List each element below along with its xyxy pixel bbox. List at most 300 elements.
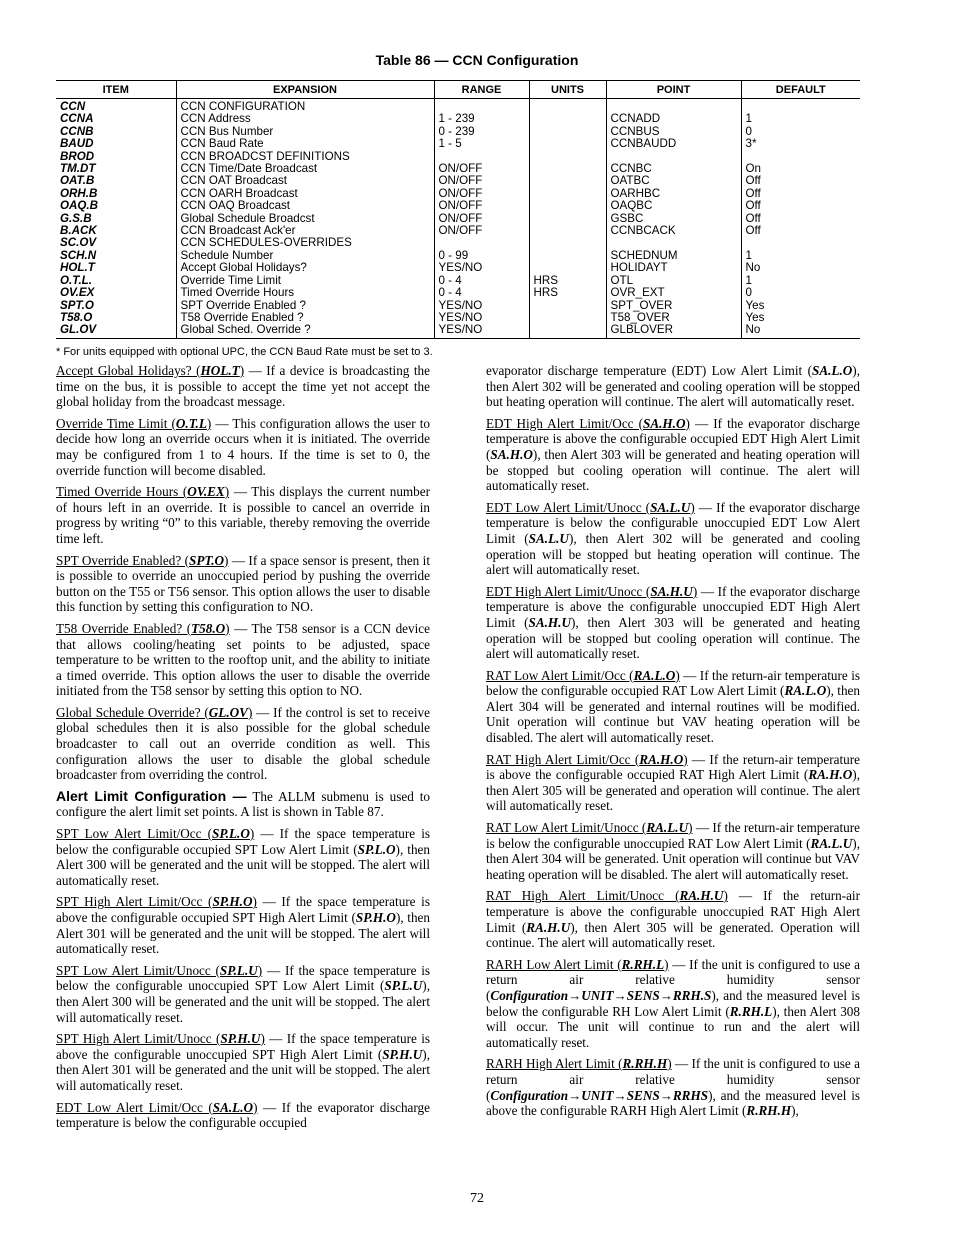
- paragraph-body: — If the return-air temperature is above the configurable occupied RAT High Alert Limit (: [486, 751, 860, 783]
- paragraph: [486, 957, 860, 1051]
- cell-units: HRS: [529, 275, 606, 287]
- cell-default: No: [741, 324, 860, 338]
- cell-default: Off: [741, 175, 860, 187]
- paragraph-lead: [486, 668, 680, 683]
- lead-close: ): [206, 415, 212, 431]
- cell-range: ON/OFF: [434, 200, 529, 212]
- table-title: Table 86 — CCN Configuration: [375, 52, 579, 68]
- paragraph: [486, 500, 860, 578]
- column-header: RANGE: [434, 81, 529, 99]
- paragraph: [56, 416, 430, 478]
- paragraph-body: ), then Alert 303 will be generated and heating operation will be stopped but cooling operation will continue. The alert will automatically reset.: [486, 446, 860, 494]
- point-code: RA.H.O: [639, 751, 684, 767]
- point-code: SP.H.U: [220, 1031, 261, 1047]
- paragraph: [56, 621, 430, 699]
- paragraph-lead: [56, 826, 254, 841]
- lead-close: ): [690, 499, 695, 515]
- cell-point: OTL: [606, 275, 741, 287]
- paragraph-body: ), then Alert 305 will be generated. Operation will continue. The alert will automatically reset.: [486, 919, 860, 951]
- table-row: [56, 99, 860, 114]
- section-heading: Alert Limit Configuration —: [56, 787, 247, 804]
- cell-point: GLBLOVER: [606, 324, 741, 338]
- table-row: [56, 324, 860, 338]
- column-header: DEFAULT: [741, 81, 860, 99]
- paragraph-lead: [56, 484, 229, 499]
- table-header-row: [56, 81, 860, 99]
- cell-default: No: [741, 262, 860, 274]
- cell-default: Off: [741, 213, 860, 225]
- point-code: GL.OV: [208, 704, 248, 720]
- paragraph-body: ), then Alert 301 will be generated and the unit will be stopped. The alert will automatically reset.: [56, 1046, 430, 1093]
- lead-close: ): [247, 704, 253, 720]
- cell-expansion: CCN OAT Broadcast: [176, 175, 434, 187]
- point-code: SA.H.O: [490, 446, 533, 462]
- ccn-configuration-table: [56, 80, 860, 339]
- cell-expansion: Timed Override Hours: [176, 287, 434, 299]
- lead-text: RAT Low Alert Limit/Unocc (: [486, 820, 647, 836]
- cell-expansion: CCN Bus Number: [176, 126, 434, 138]
- cell-item: B.ACK: [60, 225, 97, 238]
- paragraph-body: ), then Alert 308 will occur. The unit will continue to run and the alert will automatically reset.: [486, 1003, 860, 1050]
- cell-default: 3*: [741, 138, 860, 150]
- column-header: EXPANSION: [176, 81, 434, 99]
- cell-range: ON/OFF: [434, 188, 529, 200]
- cell-expansion: Global Sched. Override ?: [176, 324, 434, 338]
- lead-text: EDT Low Alert Limit/Unocc (: [486, 499, 651, 515]
- lead-close: ): [667, 1056, 672, 1072]
- cell-expansion: CCN Baud Rate: [176, 138, 434, 150]
- table-row: [56, 126, 860, 138]
- table-row: [56, 151, 860, 163]
- cell-range: 0 - 4: [434, 275, 529, 287]
- table-row: [56, 200, 860, 212]
- point-code: SA.H.U: [650, 583, 693, 599]
- cell-expansion: T58 Override Enabled ?: [176, 312, 434, 324]
- table-row: [56, 300, 860, 312]
- cell-range: YES/NO: [434, 262, 529, 274]
- paragraph-body: ), then Alert 304 will be generated. Unit operation will continue but VAV heating operation will be disabled. The alert will automatically reset.: [486, 835, 860, 882]
- table-row: [56, 175, 860, 187]
- cell-range: [434, 99, 529, 114]
- paragraph-lead: [56, 363, 244, 378]
- paragraph-body: evaporator discharge temperature (EDT) Low Alert Limit (: [486, 363, 812, 378]
- paragraph-body: — The T58 sensor is a CCN device that allows cooling/heating set points to be adjusted, space temperature to be written to the rooftop unit, and the ability to initiate a timed override. This option allows the user to disable the override initiated from the T58 sensor by setting this option to NO.: [56, 620, 430, 699]
- paragraph-lead: [486, 500, 695, 515]
- point-code: SPT.O: [188, 552, 225, 568]
- paragraph-lead: [486, 957, 669, 972]
- cell-item: T58.O: [60, 311, 93, 324]
- point-code: SA.H.O: [643, 415, 686, 431]
- paragraph-body: — If the evaporator discharge temperature is below the configurable occupied: [56, 1099, 430, 1131]
- cell-item: TM.DT: [60, 163, 96, 176]
- cell-expansion: Global Schedule Broadcst: [176, 213, 434, 225]
- point-code: SP.H.O: [212, 894, 253, 910]
- cell-point: [606, 151, 741, 163]
- cell-default: [741, 99, 860, 114]
- point-code: Configuration→UNIT→SENS→RRHS: [490, 1087, 709, 1103]
- cell-units: [529, 188, 606, 200]
- paragraph: [486, 888, 860, 950]
- cell-units: HRS: [529, 287, 606, 299]
- cell-default: Off: [741, 225, 860, 237]
- cell-range: 1 - 5: [434, 138, 529, 150]
- point-code: HOL.T: [200, 363, 240, 378]
- cell-point: SCHEDNUM: [606, 250, 741, 262]
- lead-text: Accept Global Holidays? (: [56, 363, 201, 378]
- lead-close: ): [683, 751, 688, 767]
- lead-close: ): [224, 484, 230, 500]
- point-code: SP.H.O: [355, 910, 396, 925]
- paragraph: [486, 1056, 860, 1118]
- cell-default: On: [741, 163, 860, 175]
- column-header: ITEM: [56, 81, 176, 99]
- paragraph-lead: [486, 752, 688, 767]
- lead-close: ): [253, 1099, 258, 1115]
- point-code: RA.H.U: [526, 919, 571, 935]
- cell-point: [606, 237, 741, 249]
- cell-expansion: SPT Override Enabled ?: [176, 300, 434, 312]
- cell-default: Off: [741, 200, 860, 212]
- paragraph-body: — If the evaporator discharge temperature is above the configurable occupied EDT High Alert Limit (: [486, 415, 860, 462]
- paragraph-body: — If a device is broadcasting the time on the bus, it is possible to accept the time yet not accept the global holiday from the broadcast message.: [56, 363, 430, 410]
- point-code: SP.L.O: [357, 841, 396, 857]
- paragraph-body: — If the control is set to receive global schedules then it is also possible for the global schedule broadcaster to call out an override condition as well. This configuration allows the user to disable the global schedule broadcaster from overriding the control.: [56, 704, 431, 783]
- paragraph-body: ),: [791, 1103, 799, 1119]
- table-row: [56, 225, 860, 237]
- point-code: SP.L.U: [384, 978, 423, 994]
- cell-units: [529, 237, 606, 249]
- paragraph-body: ), then Alert 300 will be generated and the unit will be stopped. The alert will automatically reset.: [56, 841, 430, 888]
- paragraph-body: ), then Alert 300 will be generated and the unit will be stopped. The alert will automatically reset.: [56, 978, 430, 1025]
- paragraph: [56, 894, 430, 956]
- lead-close: ): [252, 894, 257, 910]
- lead-text: Timed Override Hours (: [56, 484, 188, 500]
- paragraph: [56, 963, 430, 1025]
- cell-range: ON/OFF: [434, 175, 529, 187]
- cell-default: 0: [741, 287, 860, 299]
- cell-point: [606, 99, 741, 114]
- cell-default: 1: [741, 113, 860, 125]
- point-code: RA.L.U: [810, 835, 853, 851]
- cell-units: [529, 175, 606, 187]
- lead-close: ): [260, 1031, 265, 1047]
- cell-range: YES/NO: [434, 300, 529, 312]
- point-code: RA.L.U: [646, 820, 689, 836]
- lead-text: Global Schedule Override? (: [56, 704, 209, 720]
- cell-item: G.S.B: [60, 212, 92, 225]
- table-row: [56, 113, 860, 125]
- paragraph-body: — If a space sensor is present, then it is possible to override an unoccupied period by pushing the override button on the T55 or T56 sensor. This option allows the user to disable this function by setting this configuration to NO.: [56, 552, 430, 615]
- paragraph-lead: [486, 416, 690, 431]
- cell-range: ON/OFF: [434, 213, 529, 225]
- cell-item: HOL.T: [60, 262, 95, 275]
- paragraph: [56, 1031, 430, 1093]
- cell-point: HOLIDAYT: [606, 262, 741, 274]
- cell-units: [529, 312, 606, 324]
- cell-default: [741, 237, 860, 249]
- lead-close: ): [224, 552, 229, 568]
- paragraph-body: The ALLM submenu is used to configure the alert limit set points. A list is shown in Table 87.: [56, 788, 430, 820]
- cell-point: CCNADD: [606, 113, 741, 125]
- lead-text: Override Time Limit (: [56, 415, 176, 431]
- paragraph-lead: [56, 1031, 265, 1046]
- paragraph-lead: [56, 1100, 257, 1115]
- cell-expansion: CCN Address: [176, 113, 434, 125]
- cell-point: OVR_EXT: [606, 287, 741, 299]
- cell-item: GL.OV: [60, 324, 97, 337]
- cell-default: [741, 151, 860, 163]
- paragraph-body: — If the unit is configured to use a return air relative humidity sensor (: [486, 956, 860, 1003]
- lead-close: ): [225, 620, 230, 636]
- point-code: RA.H.U: [679, 888, 724, 904]
- paragraph: [56, 484, 430, 546]
- lead-close: ): [723, 888, 728, 904]
- lead-text: SPT Low Alert Limit/Unocc (: [56, 962, 220, 978]
- lead-text: RARH Low Alert Limit (: [486, 956, 622, 972]
- lead-close: ): [685, 415, 690, 431]
- lead-text: EDT High Alert Limit/Occ (: [486, 415, 643, 431]
- cell-item: OAT.B: [60, 175, 95, 188]
- cell-point: OARHBC: [606, 188, 741, 200]
- cell-units: [529, 99, 606, 114]
- paragraph-body: ), then Alert 305 will be generated and operation will continue. The alert will automatically reset.: [486, 767, 860, 814]
- table-row: [56, 262, 860, 274]
- paragraph: [486, 820, 860, 882]
- point-code: RA.L.O: [784, 683, 827, 699]
- cell-range: 0 - 99: [434, 250, 529, 262]
- cell-point: CCNBCACK: [606, 225, 741, 237]
- paragraph-body: — If the return-air temperature is below the configurable unoccupied RAT Low Alert Limit (: [486, 820, 860, 851]
- paragraph-lead: [486, 888, 728, 903]
- paragraph: [56, 705, 430, 783]
- lead-text: SPT High Alert Limit/Unocc (: [56, 1031, 221, 1047]
- paragraph-body: ), then Alert 301 will be generated and the unit will be stopped. The alert will automatically reset.: [56, 910, 430, 957]
- column-header: UNITS: [529, 81, 606, 99]
- lead-text: RAT High Alert Limit/Unocc (: [486, 888, 680, 904]
- page-number: 72: [470, 1191, 484, 1206]
- paragraph-lead: [56, 894, 257, 909]
- point-code: SA.L.U: [528, 530, 569, 546]
- cell-expansion: Accept Global Holidays?: [176, 262, 434, 274]
- cell-default: 1: [741, 275, 860, 287]
- cell-range: [434, 237, 529, 249]
- point-code: T58.O: [191, 620, 226, 636]
- paragraph-lead: [56, 963, 262, 978]
- paragraph-lead: [56, 553, 228, 568]
- paragraph: [486, 668, 860, 746]
- paragraph-body: — If the return-air temperature is above the configurable unoccupied RAT High Alert Limit (: [486, 888, 860, 935]
- cell-range: [434, 151, 529, 163]
- paragraph-body: ), and the measured level is below the configurable RH Low Alert Limit (: [486, 987, 860, 1019]
- table-row: [56, 163, 860, 175]
- table-row: [56, 250, 860, 262]
- table-row: [56, 287, 860, 299]
- point-code: R.RH.H: [746, 1103, 792, 1119]
- paragraph-body: ), then Alert 304 will be generated and internal routines will be modified. Unit operation will continue but VAV heating operation will be disabled. The alert will automatically reset.: [486, 683, 860, 746]
- point-code: SP.L.U: [219, 962, 258, 978]
- cell-units: [529, 213, 606, 225]
- paragraph-body: ), then Alert 303 will be generated and heating operation will be stopped but cooling operation will continue. The alert will automatically reset.: [486, 614, 860, 662]
- cell-point: GSBC: [606, 213, 741, 225]
- paragraph-body: — If the evaporator discharge temperature is above the configurable unoccupied EDT High Alert Limit (: [486, 583, 860, 630]
- table-row: [56, 275, 860, 287]
- table-row: [56, 312, 860, 324]
- cell-units: [529, 262, 606, 274]
- cell-expansion: Override Time Limit: [176, 275, 434, 287]
- cell-point: SPT_OVER: [606, 300, 741, 312]
- cell-range: ON/OFF: [434, 163, 529, 175]
- paragraph-body: — If the space temperature is above the configurable occupied SPT High Alert Limit (: [56, 894, 430, 925]
- lead-close: ): [249, 826, 255, 842]
- table-row: [56, 237, 860, 249]
- cell-item: CCNA: [60, 113, 94, 126]
- table-row: [56, 213, 860, 225]
- paragraph: [486, 752, 860, 814]
- lead-text: SPT Override Enabled? (: [56, 552, 189, 568]
- paragraph-lead: [56, 705, 252, 720]
- paragraph: [56, 553, 430, 615]
- point-code: SA.L.U: [650, 499, 691, 515]
- cell-item: OAQ.B: [60, 200, 99, 213]
- cell-default: Off: [741, 188, 860, 200]
- point-code: SP.H.U: [382, 1046, 423, 1062]
- cell-point: CCNBUS: [606, 126, 741, 138]
- table-body: [56, 99, 860, 339]
- cell-units: [529, 151, 606, 163]
- paragraph: [56, 826, 430, 888]
- lead-text: EDT Low Alert Limit/Occ (: [56, 1099, 213, 1115]
- paragraph-body: — If the return-air temperature is below the configurable occupied RAT Low Alert Limit (: [486, 667, 860, 699]
- cell-item: ORH.B: [60, 187, 98, 200]
- lead-text: T58 Override Enabled? (: [56, 620, 192, 636]
- lead-text: SPT Low Alert Limit/Occ (: [56, 826, 212, 842]
- paragraph-body: — This displays the current number of hours left in an override. It is possible to cancel an override in progress by writing “0” to this variable, thereby removing the override time left.: [56, 484, 431, 546]
- lead-close: ): [664, 956, 669, 972]
- point-code: SA.H.U: [528, 614, 572, 630]
- right-text-column: [486, 363, 860, 1125]
- cell-units: [529, 163, 606, 175]
- table-row: [56, 188, 860, 200]
- cell-expansion: Schedule Number: [176, 250, 434, 262]
- paragraph: [56, 789, 430, 820]
- point-code: R.RH.L: [621, 956, 665, 972]
- cell-units: [529, 225, 606, 237]
- point-code: O.T.L: [175, 415, 207, 431]
- cell-default: 1: [741, 250, 860, 262]
- cell-item: OV.EX: [60, 287, 95, 300]
- paragraph-lead: [486, 1056, 672, 1071]
- cell-range: YES/NO: [434, 312, 529, 324]
- lead-text: RAT Low Alert Limit/Occ (: [486, 667, 634, 683]
- paragraph-body: — This configuration allows the user to decide how long an override occurs when it is initiated. The override may be configured from 1 to 4 hours. If the time is set to 0, the override function will become disabled.: [56, 415, 430, 478]
- cell-default: 0: [741, 126, 860, 138]
- paragraph: [56, 1100, 430, 1131]
- paragraph-body: — If the space temperature is below the configurable unoccupied SPT Low Alert Limit (: [56, 962, 430, 994]
- cell-units: [529, 250, 606, 262]
- point-code: SA.L.O: [811, 363, 853, 378]
- paragraph-lead: [56, 621, 230, 636]
- cell-units: [529, 324, 606, 338]
- lead-close: ): [692, 583, 698, 599]
- point-code: R.RH.H: [622, 1056, 668, 1072]
- cell-range: 1 - 239: [434, 113, 529, 125]
- cell-default: Yes: [741, 300, 860, 312]
- cell-item: O.T.L.: [60, 274, 92, 287]
- table-row: [56, 138, 860, 150]
- paragraph-body: — If the unit is configured to use a return air relative humidity sensor (: [486, 1056, 860, 1103]
- lead-text: RAT High Alert Limit/Occ (: [486, 751, 640, 767]
- cell-item: CCNB: [60, 125, 94, 138]
- paragraph: [486, 416, 860, 494]
- point-code: SA.L.O: [212, 1099, 254, 1115]
- lead-text: SPT High Alert Limit/Occ (: [56, 894, 213, 910]
- paragraph-body: — If the space temperature is below the configurable occupied SPT Low Alert Limit (: [56, 826, 430, 857]
- point-code: RA.L.O: [633, 667, 676, 683]
- lead-text: EDT High Alert Limit/Unocc (: [486, 583, 651, 599]
- cell-point: CCNBAUDD: [606, 138, 741, 150]
- cell-item: SPT.O: [60, 299, 94, 312]
- cell-expansion: CCN CONFIGURATION: [176, 99, 434, 114]
- point-code: R.RH.L: [729, 1003, 773, 1019]
- cell-units: [529, 113, 606, 125]
- point-code: SP.L.O: [212, 826, 250, 842]
- lead-close: ): [257, 962, 263, 978]
- cell-point: T58_OVER: [606, 312, 741, 324]
- cell-point: OATBC: [606, 175, 741, 187]
- table-footnote: * For units equipped with optional UPC, the CCN Baud Rate must be set to 3.: [56, 346, 433, 358]
- lead-close: ): [688, 820, 693, 836]
- lead-close: ): [239, 363, 245, 378]
- cell-range: 0 - 4: [434, 287, 529, 299]
- paragraph-lead: [486, 584, 697, 599]
- cell-expansion: CCN SCHEDULES-OVERRIDES: [176, 237, 434, 249]
- point-code: OV.EX: [187, 484, 225, 500]
- cell-expansion: CCN Time/Date Broadcast: [176, 163, 434, 175]
- cell-expansion: CCN Broadcast Ack'er: [176, 225, 434, 237]
- paragraph: [486, 363, 860, 410]
- paragraph-body: — If the evaporator discharge temperature is below the configurable unoccupied EDT Low Alert Limit (: [486, 499, 860, 546]
- cell-units: [529, 200, 606, 212]
- cell-item: CCN: [60, 100, 86, 113]
- cell-item: BAUD: [60, 138, 94, 151]
- paragraph-lead: [56, 416, 211, 431]
- cell-point: OAQBC: [606, 200, 741, 212]
- cell-expansion: CCN OARH Broadcast: [176, 188, 434, 200]
- lead-close: ): [675, 667, 680, 683]
- cell-point: CCNBC: [606, 163, 741, 175]
- cell-default: Yes: [741, 312, 860, 324]
- cell-item: BROD: [60, 150, 95, 163]
- cell-expansion: CCN BROADCST DEFINITIONS: [176, 151, 434, 163]
- left-text-column: [56, 363, 430, 1137]
- paragraph-body: ), then Alert 302 will be generated and cooling operation will be stopped but heating operation will continue. The alert will automatically reset.: [486, 530, 860, 578]
- paragraph-body: ), and the measured level is above the configurable RARH High Alert Limit (: [486, 1087, 860, 1119]
- cell-item: SC.OV: [60, 237, 97, 250]
- cell-range: YES/NO: [434, 324, 529, 338]
- column-header: POINT: [606, 81, 741, 99]
- cell-range: 0 - 239: [434, 126, 529, 138]
- paragraph-body: ), then Alert 302 will be generated and cooling operation will be stopped but heating operation will continue. The alert will automatically reset.: [486, 363, 860, 410]
- cell-range: ON/OFF: [434, 225, 529, 237]
- lead-text: RARH High Alert Limit (: [486, 1056, 623, 1072]
- cell-units: [529, 300, 606, 312]
- paragraph: [486, 584, 860, 662]
- cell-item: SCH.N: [60, 249, 97, 262]
- paragraph-body: — If the space temperature is above the configurable unoccupied SPT High Alert Limit (: [56, 1031, 430, 1062]
- cell-units: [529, 126, 606, 138]
- cell-units: [529, 138, 606, 150]
- paragraph: [56, 363, 430, 410]
